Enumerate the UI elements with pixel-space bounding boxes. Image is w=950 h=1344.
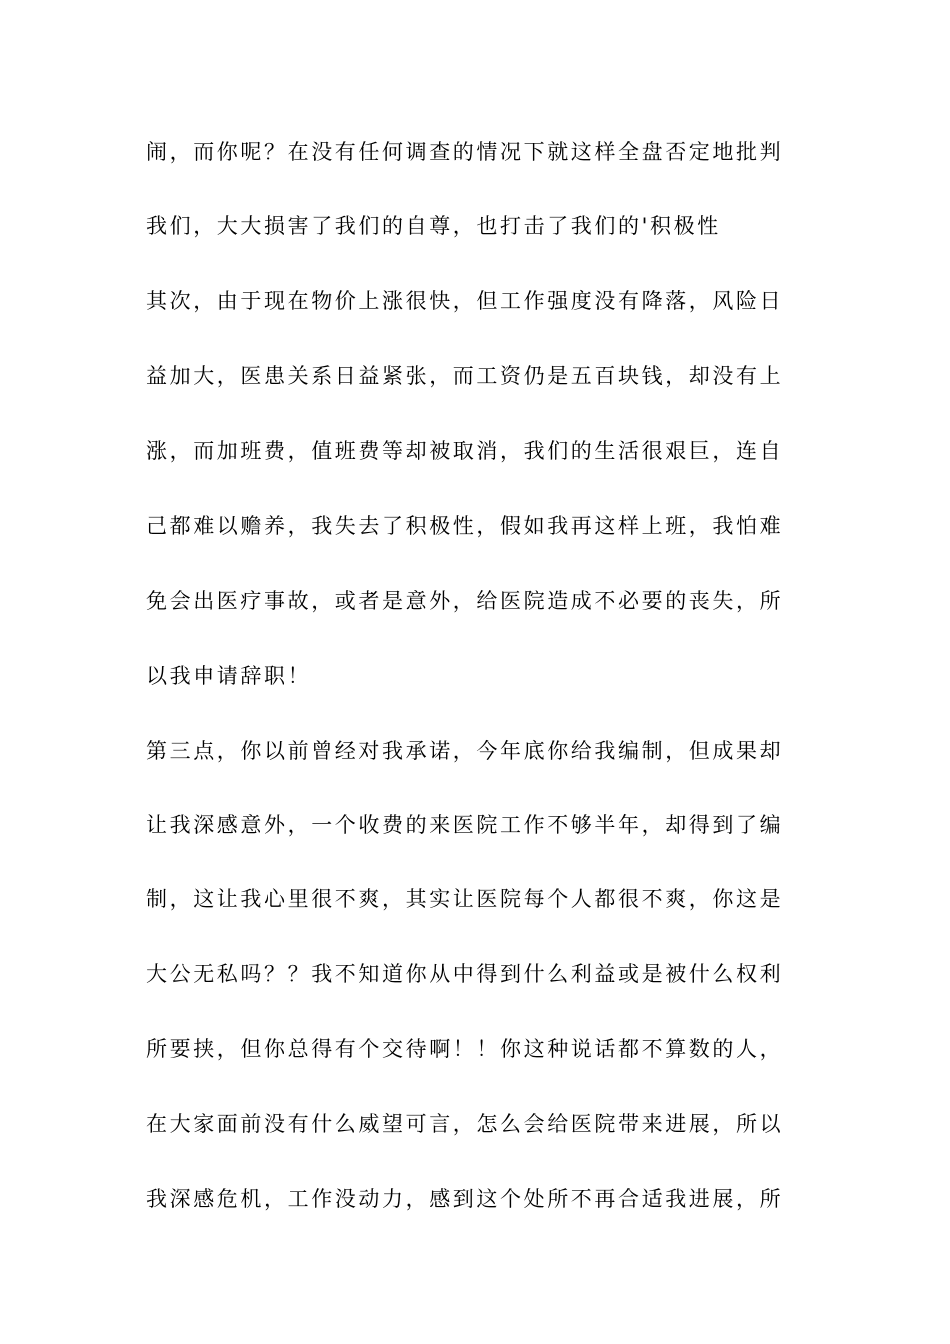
- text-line: 益加大，医患关系日益紧张，而工资仍是五百块钱，却没有上: [146, 364, 784, 388]
- text-line: 大公无私吗？？我不知道你从中得到什么利益或是被什么权利: [146, 962, 784, 986]
- text-line: 第三点，你以前曾经对我承诺，今年底你给我编制，但成果却: [146, 739, 784, 763]
- text-line: 所要挟，但你总得有个交待啊！！你这种说话都不算数的人，: [146, 1037, 784, 1061]
- text-line: 让我深感意外，一个收费的来医院工作不够半年，却得到了编: [146, 813, 784, 837]
- text-line: 我们，大大损害了我们的自尊，也打击了我们的'积极性: [146, 214, 721, 238]
- text-line: 己都难以赡养，我失去了积极性，假如我再这样上班，我怕难: [146, 514, 784, 538]
- text-line: 免会出医疗事故，或者是意外，给医院造成不必要的丧失，所: [146, 589, 784, 613]
- text-line: 在大家面前没有什么威望可言，怎么会给医院带来进展，所以: [146, 1112, 784, 1136]
- text-line: 我深感危机，工作没动力，感到这个处所不再合适我进展，所: [146, 1187, 784, 1211]
- text-line: 其次，由于现在物价上涨很快，但工作强度没有降落，风险日: [146, 289, 784, 313]
- text-line: 闹，而你呢？在没有任何调查的情况下就这样全盘否定地批判: [146, 140, 784, 164]
- text-line: 制，这让我心里很不爽，其实让医院每个人都很不爽，你这是: [146, 887, 784, 911]
- text-line: 以我申请辞职！: [146, 664, 312, 688]
- text-line: 涨，而加班费，值班费等却被取消，我们的生活很艰巨，连自: [146, 439, 784, 463]
